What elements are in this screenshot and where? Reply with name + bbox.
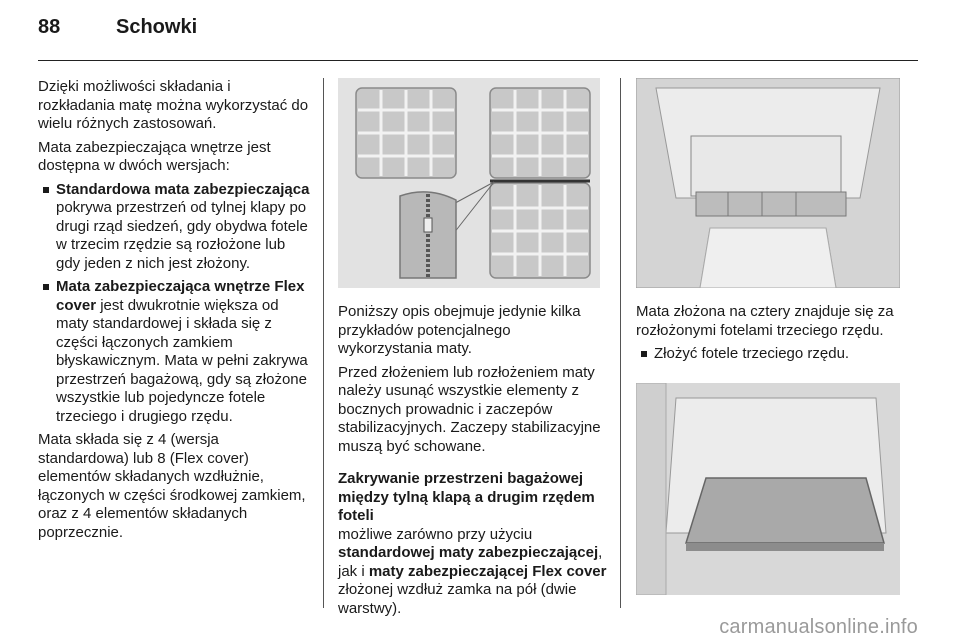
column-divider-2 — [620, 78, 621, 608]
bullet-bold: Mata zabezpieczająca wnętrze Flex cover — [56, 278, 305, 314]
page-number: 88 — [38, 16, 61, 38]
watermark: carmanualsonline.info — [719, 616, 918, 638]
column-1 — [38, 78, 310, 547]
header-rule — [38, 60, 918, 61]
bullet-text: jest dwukrotnie większa od maty standardowej i składa się z części łączonych zamkiem błyskawicznym. Mata w pełni zakrywa przestrzeń bagażową, gdy są złożone wszystkie lub pojedyncze fotele trzeciego i drugiego rzędu. — [56, 296, 308, 425]
page-header — [38, 16, 197, 39]
page-title: Schowki — [116, 16, 198, 38]
bullet-bold: Standardowa mata zabezpieczająca — [56, 180, 310, 198]
mat-sections-illustration — [338, 78, 600, 288]
bullet-item — [38, 181, 310, 274]
bullet-text: pokrywa przestrzeń od tylnej klapy po drugi rząd siedzeń, gdy obydwa fotele w trzecim rzędzie są rozłożone lub gdy jeden z nich jest złożony. — [56, 199, 308, 272]
paragraph: Dzięki możliwości składania i rozkładania matę można wykorzystać do wielu różnych zastosowań. — [38, 78, 309, 132]
paragraph: możliwe zarówno przy użyciu standardowej maty zabezpieczającej, jak i maty zabezpieczającej Flex cover złożonej wzdłuż zamka na pół (dwie warstwy). — [338, 525, 607, 617]
cargo-mat-folded-illustration — [636, 78, 900, 288]
section-heading: Zakrywanie przestrzeni bagażowej między tylną klapą a drugim rzędem foteli — [338, 470, 595, 524]
paragraph: Przed złożeniem lub rozłożeniem maty należy usunąć wszystkie elementy z bocznych prowadnic i zaczepów stabilizacyjnych. Zaczepy stabilizacyjne muszą być schowane. — [338, 363, 601, 455]
paragraph: Mata składa się z 4 (wersja standardowa) lub 8 (Flex cover) elementów składanych wzdłużnie, łączonych w części środkowej zamkiem, oraz z 4 elementów składanych poprzecznie. — [38, 431, 306, 541]
bullet-item — [38, 278, 310, 426]
column-3 — [636, 303, 906, 369]
paragraph: Mata złożona na cztery znajduje się za rozłożonymi fotelami trzeciego rzędu. — [636, 303, 894, 339]
bullet-item: Złożyć fotele trzeciego rzędu. — [636, 345, 906, 364]
column-2 — [338, 303, 608, 623]
paragraph: Mata zabezpieczająca wnętrze jest dostępna w dwóch wersjach: — [38, 138, 271, 174]
column-divider-1 — [323, 78, 324, 608]
cargo-mat-flat-illustration — [636, 383, 900, 595]
paragraph: Poniższy opis obejmuje jedynie kilka przykładów potencjalnego wykorzystania maty. — [338, 303, 581, 357]
